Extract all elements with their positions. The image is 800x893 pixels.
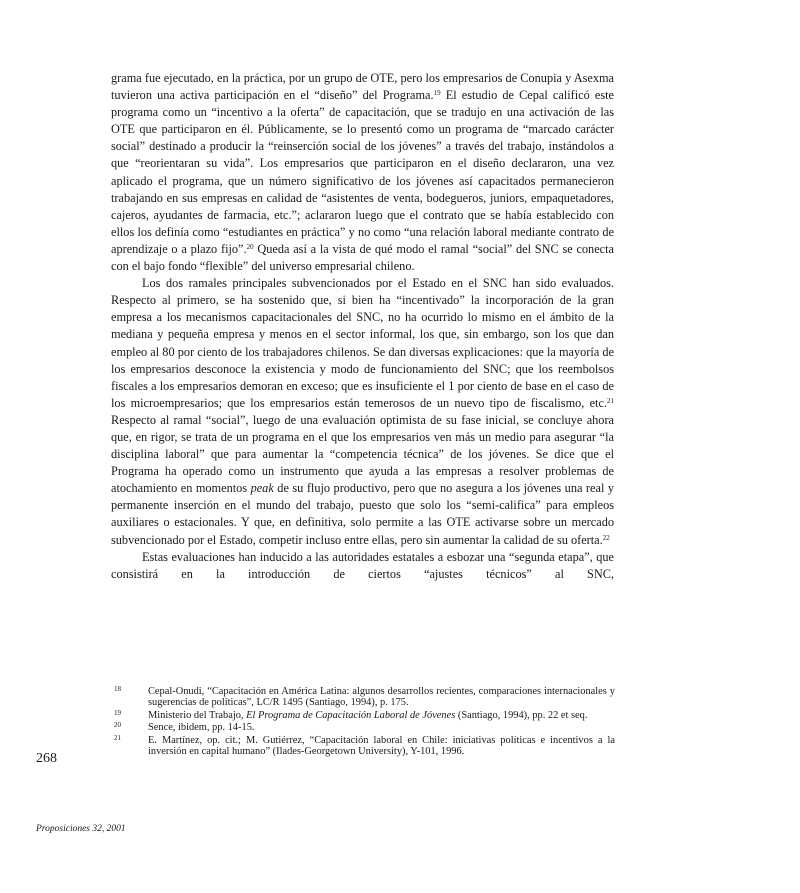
footnote-number: 20 [114, 721, 121, 730]
footnote-number: 18 [114, 685, 121, 693]
footnote-ref: 20 [246, 242, 254, 251]
paragraph: grama fue ejecutado, en la práctica, por un grupo de OTE, pero los empresarios de Conupia y Asexma tuvieron una activa participación en el “diseño” del Programa.$^{19}$ El estudio de Cepal calificó este programa como un “incentivo a la oferta” de capacitación, que se tradujo en una activación de las OTE que participaron en él. Públicamente, se lo presentó como un programa de “marcado carácter social” destinado a producir la “reinserción social de los jóvenes” a través del trabajo, instándolos a que “reorientaran su vida”. Los empresarios que participaron en el diseño declararon, una vez aplicado el programa, que un número significativo de los jóvenes así capacitados permanecieron trabajando en sus empresas en calidad de “asistentes de venta, bodegueros, juniors, empaquetadores, cajeros, ayudantes de farmacia, etc.”; aclararon luego que el contrato que se había establecido con ellos los definía como “estudiantes en práctica” y no como “una relación laboral mediante contrato de aprendizaje o a plazo fijo”.$^{20}$ Queda así a la vista de qué modo el ramal “social” del SNC se conecta con el bajo fondo “flexible” del universo empresarial chileno. [111, 71, 614, 274]
footnote-ref: 21 [607, 396, 614, 405]
body-text [111, 70, 614, 583]
footnote: 21 E. Martínez, op. cit.; M. Gutiérrez, “Capacitación laboral en Chile: iniciativas políticas e incentivos a la inversión en capital humano” (Ilades-Georgetown University), Y-101, 1996. [114, 733, 615, 758]
paragraph: Estas evaluaciones han inducido a las autoridades estatales a esbozar una “segunda etapa”, que consistirá en la introducción de ciertos “ajustes técnicos” al SNC, [111, 549, 614, 581]
paragraph: Los dos ramales principales subvencionados por el Estado en el SNC han sido evaluados. Respecto al primero, se ha sostenido que, si bien ha “incentivado” la incorporación de la gran empresa a los mecanismos capacitacionales del SNC, no ha ocurrido lo mismo en el ámbito de la mediana y pequeña empresa y menos en el sector informal, los que, sin embargo, son los que dan empleo al 80 por ciento de los trabajadores chilenos. Se dan diversas explicaciones: que la mayoría de los empresarios desconoce la existencia y modo de funcionamiento del SNC; que los reembolsos fiscales a los empresarios demoran en exceso; que es insuficiente el 1 por ciento de base en el caso de los microempresarios; que los empresarios están temerosos de un nuevo tipo de fiscalismo, etc.$^{21}$ Respecto al ramal “social”, luego de una evaluación optimista de su fase inicial, se concluye ahora que, en rigor, se trata de un programa en el que los empresarios ven más un medio para asegurar “la disciplina laboral” que para aumentar la “competencia técnica” de los jóvenes. Se dice que el Programa ha operado como un instrumento que ayuda a las empresas a resolver problemas de atochamiento en momentos peak de su flujo productivo, pero que no asegura a los jóvenes una real y permanente inserción en el mundo del trabajo, puesto que solo los “semi-califica” para empleos auxiliares o estacionales. Y que, en definitiva, solo permite a las OTE activarse sobre un mercado subvencionado por el Estado, competir incluso entre ellas, pero sin aumentar la calidad de su oferta.$^{22}$ [111, 276, 614, 547]
page-number: 268 [36, 751, 57, 766]
footnote-number: 21 [114, 733, 121, 742]
journal-footer: Proposiciones 32, 2001 [36, 824, 126, 834]
footnote-number: 19 [114, 708, 121, 717]
footnote-ref: 22 [602, 533, 610, 542]
footnote: 19 Ministerio del Trabajo, El Programa de Capacitación Laboral de Jóvenes (Santiago, 1994), pp. 22 et seq. [114, 708, 588, 721]
footnote-ref: 19 [433, 89, 441, 98]
footnote: 18 Cepal-Onudi, “Capacitación en América Latina: algunos desarrollos recientes, comparaciones internacionales y sugerencias de políticas”, LC/R 1495 (Santiago, 1994), p. 175. [114, 685, 615, 709]
footnote: 20 Sence, ibidem, pp. 14-15. [114, 721, 255, 734]
footnotes [111, 686, 615, 758]
emphasis: peak [250, 481, 274, 496]
